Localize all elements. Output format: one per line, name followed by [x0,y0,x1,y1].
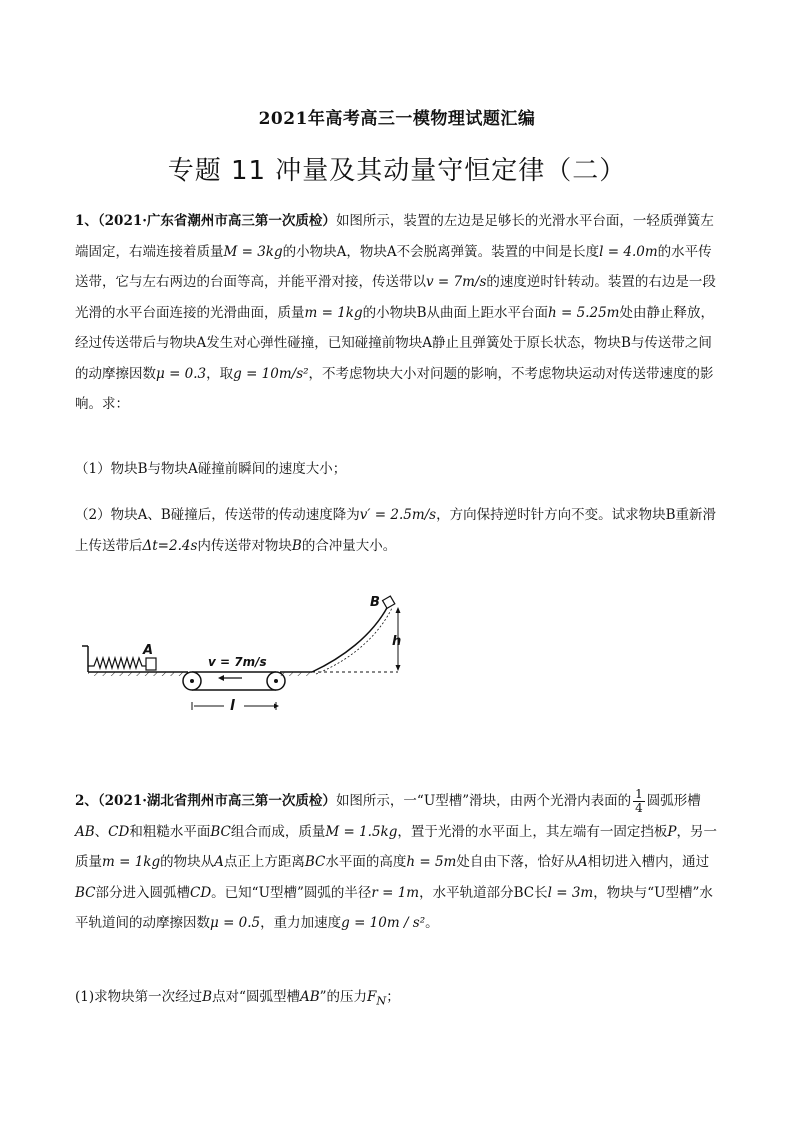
question-text: 。 [425,915,439,931]
label-h: h [392,634,402,649]
question-text: ，重力加速度 [260,915,342,931]
spring [88,658,146,668]
formula-A: A [214,854,224,870]
question-text: ，另一质量 [75,823,717,870]
formula-B: B [202,989,213,1005]
question-text: 的水平传送带，它与左右两边的台面等高，并能平滑对接，传送带以 [75,243,712,290]
formula-m: m = 1kg [304,304,363,321]
question-text: （2）物块A、B碰撞后，传送带的传动速度降为 [75,507,360,523]
formula-CD: CD [108,823,130,840]
question-text: ； [386,989,400,1005]
formula-v: v = 7m/s [426,274,487,290]
question-text: 圆弧形槽 [646,793,701,809]
formula-BC: BC [210,823,231,840]
label-B: B [370,595,380,610]
formula-P: P [667,823,677,840]
formula-g: g = 10m/s² [233,365,309,382]
question-number: 1、 [75,213,98,229]
formula-subscript-N: N [376,994,387,1008]
label-A: A [143,643,154,658]
question-text: 内传送带对物块 [197,537,292,554]
question-text: 、 [94,823,109,840]
block-B [383,596,395,608]
formula-m: m = 1kg [102,854,161,870]
question-text: 的合冲量大小。 [301,537,397,554]
formula-mu: μ = 0.3 [156,365,207,382]
formula-l: l = 3m [547,884,594,901]
formula-AB: AB [299,989,320,1005]
question-text: ，水平轨道部分BC长 [419,884,548,901]
question-text: 相切进入槽内，通过 [587,854,710,870]
fraction-denominator: 4 [635,801,643,815]
question-number: 2、 [75,793,98,809]
formula-l: l = 4.0m [599,243,658,260]
curved-ramp [312,606,388,672]
question-text: 。已知“U型槽”圆弧的半径 [211,884,372,901]
question-text: 处由静止释放，经过传送带后与物块A发生对心弹性碰撞，已知碰撞前物块A静止且弹簧处于原长状态，物块B与传送带之间的动摩擦因数 [75,304,714,382]
formula-B: B [291,537,302,554]
question-2 [75,786,720,939]
question-text: 组合而成，质量 [230,823,326,840]
question-text: 和粗糙水平面 [129,823,211,840]
formula-BC: BC [75,884,96,901]
block-A [146,658,156,670]
question-text: ，方向保持逆时针方向不变。试求物块B重新滑上传送带后 [75,507,717,554]
question-text: 部分进入圆弧槽 [95,884,191,901]
formula-h: h = 5.25m [548,304,620,321]
formula-dt: Δt=2.4s [142,537,198,554]
question-text: 的小物块A，物块A不会脱离弹簧。装置的中间是长度 [282,243,600,260]
formula-AB: AB [75,823,95,840]
fraction-one-quarter [633,788,645,815]
question-text: 的小物块B从曲面上距水平台面 [362,304,549,321]
question-source: （2021·广东省潮州市高三第一次质检） [97,213,336,229]
question-1 [75,206,720,420]
subquestion-2-1 [75,982,720,1017]
label-velocity: v = 7m/s [208,655,267,669]
formula-BC: BC [304,854,326,870]
question-text: (1)求物块第一次经过 [75,989,203,1005]
subquestion-1-2 [75,500,720,561]
question-text: 点对“圆弧型槽 [212,989,300,1005]
question-text: ，物块与“U型槽”水平轨道间的动摩擦因数 [75,884,713,931]
question-text: 处自由下落，恰好从 [456,854,578,870]
formula-h: h = 5m [406,854,457,870]
question-text: 点正上方距离 [223,854,305,870]
formula-M: M = 1.5kg [325,823,398,840]
question-source: （2021·湖北省荆州市高三第一次质检） [97,793,336,809]
formula-F: F [367,989,377,1005]
question-text: 的速度逆时针转动。装置的右边是一段光滑的水平台面连接的光滑曲面，质量 [75,274,716,321]
question-text: 如图所示，一“U型槽”滑块，由两个光滑内表面的 [335,793,632,809]
document-title: 专题 11 冲量及其动量守恒定律（二） [167,156,627,186]
formula-CD: CD [190,884,212,901]
conveyor-figure [80,588,420,718]
label-l: l [230,698,235,714]
formula-mu: μ = 0.5 [210,915,261,931]
formula-v-prime: v′ = 2.5m/s [359,507,437,523]
formula-M: M = 3kg [223,243,283,260]
fraction-numerator: 1 [635,787,643,801]
document-subtitle: 2021年高考高三一模物理试题汇编 [258,109,536,129]
question-text: 的物块从 [160,854,215,870]
question-text: ，取 [206,365,234,382]
question-text: 水平面的高度 [325,854,407,870]
question-text: ，不考虑物块大小对问题的影响，不考虑物块运动对传送带速度的影响。求： [75,365,714,412]
formula-r: r = 1m [371,884,420,901]
formula-A: A [577,854,588,870]
question-text: 如图所示，装置的左边是足够长的光滑水平台面，一轻质弹簧左端固定，右端连接着质量 [75,213,714,260]
formula-g: g = 10m / s² [341,915,426,931]
question-text: ”的压力 [319,989,368,1005]
subquestion-1-1: （1）物块B与物块A碰撞前瞬间的速度大小； [75,461,347,477]
question-text: ，置于光滑的水平面上，其左端有一固定挡板 [397,823,668,840]
